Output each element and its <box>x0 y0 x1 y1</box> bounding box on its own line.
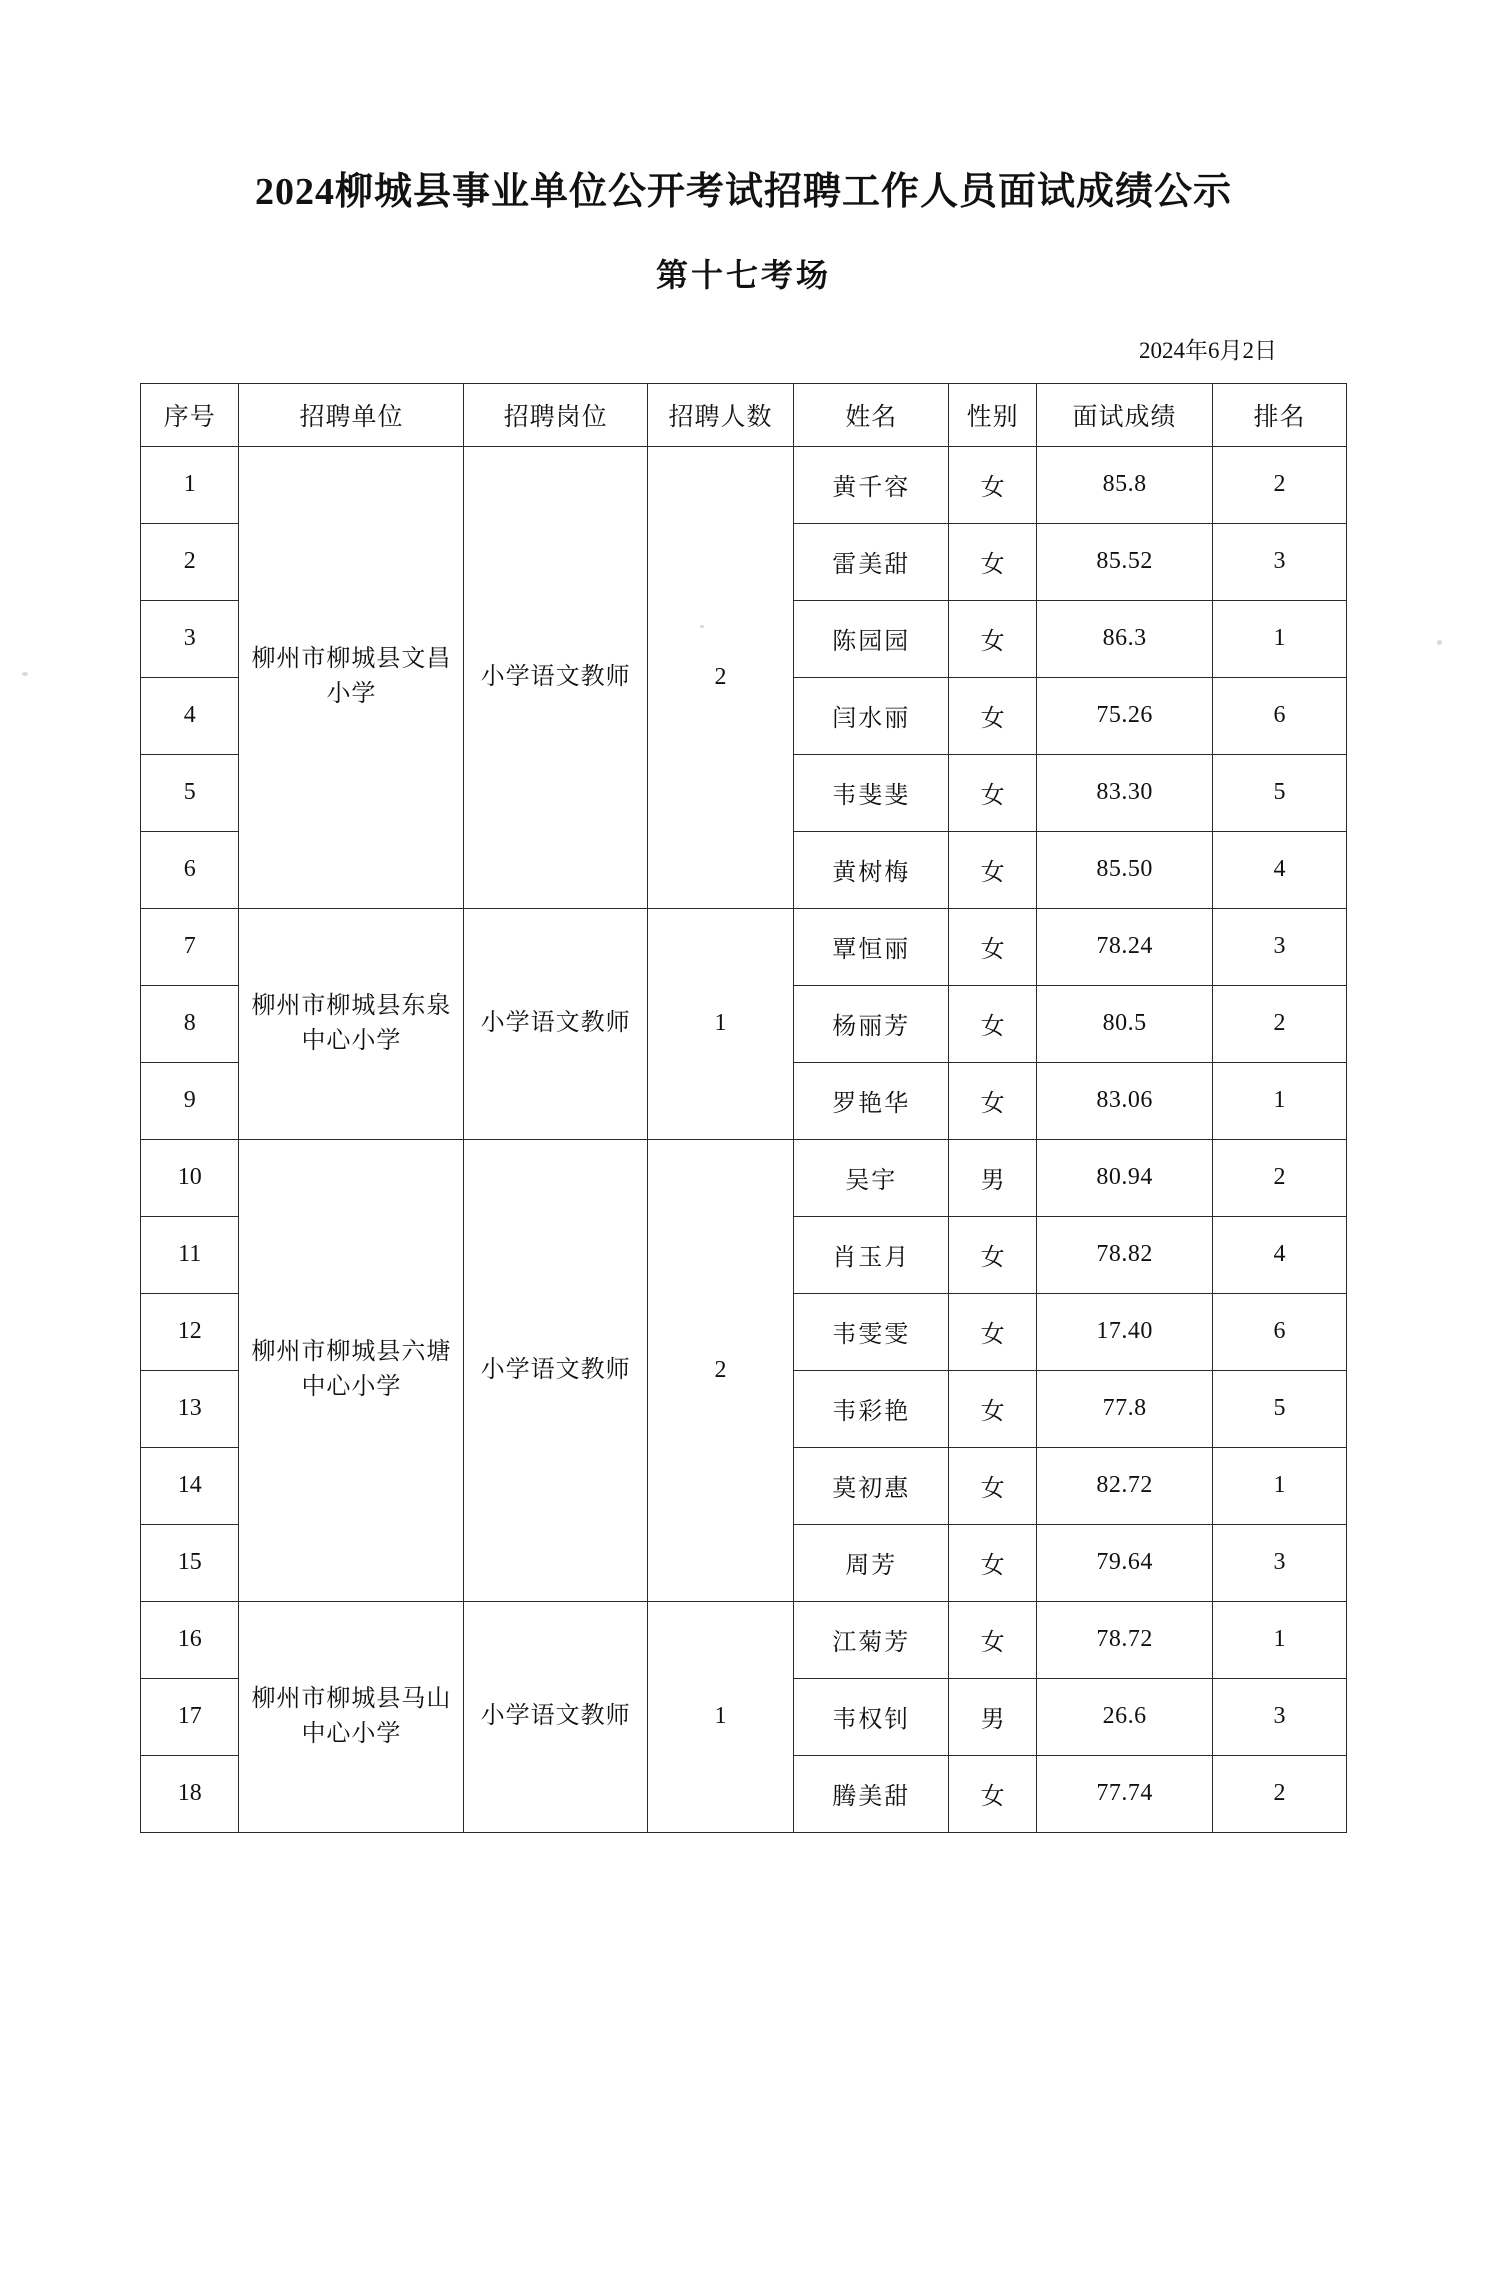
cell-gender: 女 <box>949 908 1037 985</box>
cell-score: 85.8 <box>1037 446 1213 523</box>
scan-speck <box>1437 640 1442 645</box>
cell-no: 6 <box>141 831 239 908</box>
table-row <box>141 446 1347 523</box>
cell-count: 2 <box>647 446 794 908</box>
cell-no: 14 <box>141 1447 239 1524</box>
cell-name: 罗艳华 <box>794 1062 949 1139</box>
cell-name: 周芳 <box>794 1524 949 1601</box>
cell-name: 黄树梅 <box>794 831 949 908</box>
cell-no: 3 <box>141 600 239 677</box>
cell-name: 腾美甜 <box>794 1755 949 1832</box>
cell-name: 陈园园 <box>794 600 949 677</box>
cell-score: 78.82 <box>1037 1216 1213 1293</box>
cell-post: 小学语文教师 <box>464 446 647 908</box>
cell-no: 9 <box>141 1062 239 1139</box>
cell-post: 小学语文教师 <box>464 908 647 1139</box>
cell-count: 1 <box>647 908 794 1139</box>
cell-no: 16 <box>141 1601 239 1678</box>
cell-rank: 4 <box>1213 831 1347 908</box>
cell-rank: 6 <box>1213 677 1347 754</box>
column-header-no: 序号 <box>141 383 239 446</box>
cell-unit: 柳州市柳城县东泉中心小学 <box>239 908 464 1139</box>
cell-no: 10 <box>141 1139 239 1216</box>
cell-no: 8 <box>141 985 239 1062</box>
cell-rank: 6 <box>1213 1293 1347 1370</box>
cell-no: 5 <box>141 754 239 831</box>
cell-score: 86.3 <box>1037 600 1213 677</box>
cell-gender: 女 <box>949 1755 1037 1832</box>
cell-gender: 女 <box>949 446 1037 523</box>
cell-rank: 2 <box>1213 1755 1347 1832</box>
cell-score: 78.72 <box>1037 1601 1213 1678</box>
cell-no: 13 <box>141 1370 239 1447</box>
cell-gender: 男 <box>949 1678 1037 1755</box>
column-header-score: 面试成绩 <box>1037 383 1213 446</box>
cell-gender: 女 <box>949 677 1037 754</box>
results-table-wrapper <box>0 383 1487 1833</box>
cell-score: 82.72 <box>1037 1447 1213 1524</box>
cell-name: 覃恒丽 <box>794 908 949 985</box>
cell-gender: 女 <box>949 1447 1037 1524</box>
cell-rank: 3 <box>1213 1678 1347 1755</box>
table-row <box>141 908 1347 985</box>
cell-no: 2 <box>141 523 239 600</box>
cell-score: 78.24 <box>1037 908 1213 985</box>
cell-unit: 柳州市柳城县文昌小学 <box>239 446 464 908</box>
cell-post: 小学语文教师 <box>464 1139 647 1601</box>
cell-no: 15 <box>141 1524 239 1601</box>
cell-rank: 3 <box>1213 908 1347 985</box>
cell-score: 79.64 <box>1037 1524 1213 1601</box>
cell-count: 1 <box>647 1601 794 1832</box>
cell-name: 韦斐斐 <box>794 754 949 831</box>
cell-no: 1 <box>141 446 239 523</box>
cell-gender: 女 <box>949 1293 1037 1370</box>
cell-gender: 女 <box>949 1062 1037 1139</box>
cell-rank: 5 <box>1213 754 1347 831</box>
document-page <box>0 170 1487 2272</box>
cell-name: 闫水丽 <box>794 677 949 754</box>
column-header-rank: 排名 <box>1213 383 1347 446</box>
cell-score: 80.94 <box>1037 1139 1213 1216</box>
cell-name: 黄千容 <box>794 446 949 523</box>
cell-no: 17 <box>141 1678 239 1755</box>
cell-rank: 2 <box>1213 985 1347 1062</box>
scan-speck <box>700 625 704 628</box>
results-table <box>140 383 1347 1833</box>
cell-rank: 2 <box>1213 446 1347 523</box>
column-header-gender: 性别 <box>949 383 1037 446</box>
cell-rank: 5 <box>1213 1370 1347 1447</box>
cell-score: 83.06 <box>1037 1062 1213 1139</box>
scan-speck <box>22 672 28 676</box>
cell-gender: 女 <box>949 1216 1037 1293</box>
cell-gender: 女 <box>949 1601 1037 1678</box>
cell-rank: 1 <box>1213 1601 1347 1678</box>
cell-gender: 女 <box>949 754 1037 831</box>
cell-no: 7 <box>141 908 239 985</box>
table-row <box>141 1601 1347 1678</box>
cell-score: 77.8 <box>1037 1370 1213 1447</box>
cell-unit: 柳州市柳城县六塘中心小学 <box>239 1139 464 1601</box>
column-header-count: 招聘人数 <box>647 383 794 446</box>
cell-rank: 2 <box>1213 1139 1347 1216</box>
cell-score: 83.30 <box>1037 754 1213 831</box>
cell-no: 4 <box>141 677 239 754</box>
cell-no: 18 <box>141 1755 239 1832</box>
cell-rank: 3 <box>1213 523 1347 600</box>
cell-score: 80.5 <box>1037 985 1213 1062</box>
cell-score: 75.26 <box>1037 677 1213 754</box>
cell-name: 吴宇 <box>794 1139 949 1216</box>
cell-name: 江菊芳 <box>794 1601 949 1678</box>
cell-score: 77.74 <box>1037 1755 1213 1832</box>
cell-gender: 女 <box>949 1370 1037 1447</box>
cell-rank: 1 <box>1213 1062 1347 1139</box>
cell-no: 12 <box>141 1293 239 1370</box>
cell-gender: 女 <box>949 985 1037 1062</box>
cell-name: 雷美甜 <box>794 523 949 600</box>
cell-name: 韦雯雯 <box>794 1293 949 1370</box>
cell-gender: 女 <box>949 831 1037 908</box>
cell-name: 韦彩艳 <box>794 1370 949 1447</box>
cell-rank: 1 <box>1213 1447 1347 1524</box>
cell-gender: 女 <box>949 600 1037 677</box>
cell-score: 26.6 <box>1037 1678 1213 1755</box>
cell-name: 杨丽芳 <box>794 985 949 1062</box>
table-row <box>141 1139 1347 1216</box>
cell-rank: 4 <box>1213 1216 1347 1293</box>
cell-rank: 1 <box>1213 600 1347 677</box>
column-header-name: 姓名 <box>794 383 949 446</box>
cell-score: 85.52 <box>1037 523 1213 600</box>
cell-unit: 柳州市柳城县马山中心小学 <box>239 1601 464 1832</box>
cell-name: 韦权钊 <box>794 1678 949 1755</box>
cell-rank: 3 <box>1213 1524 1347 1601</box>
table-body <box>141 446 1347 1832</box>
cell-name: 肖玉月 <box>794 1216 949 1293</box>
cell-no: 11 <box>141 1216 239 1293</box>
cell-score: 17.40 <box>1037 1293 1213 1370</box>
page-title: 2024柳城县事业单位公开考试招聘工作人员面试成绩公示 <box>254 171 1232 213</box>
column-header-post: 招聘岗位 <box>464 383 647 446</box>
page-subtitle: 第十七考场 <box>655 256 831 293</box>
cell-score: 85.50 <box>1037 831 1213 908</box>
cell-gender: 男 <box>949 1139 1037 1216</box>
table-header-row <box>141 383 1347 446</box>
cell-post: 小学语文教师 <box>464 1601 647 1832</box>
cell-gender: 女 <box>949 523 1037 600</box>
cell-name: 莫初惠 <box>794 1447 949 1524</box>
publish-date: 2024年6月2日 <box>1139 337 1277 363</box>
cell-count: 2 <box>647 1139 794 1601</box>
cell-gender: 女 <box>949 1524 1037 1601</box>
column-header-unit: 招聘单位 <box>239 383 464 446</box>
